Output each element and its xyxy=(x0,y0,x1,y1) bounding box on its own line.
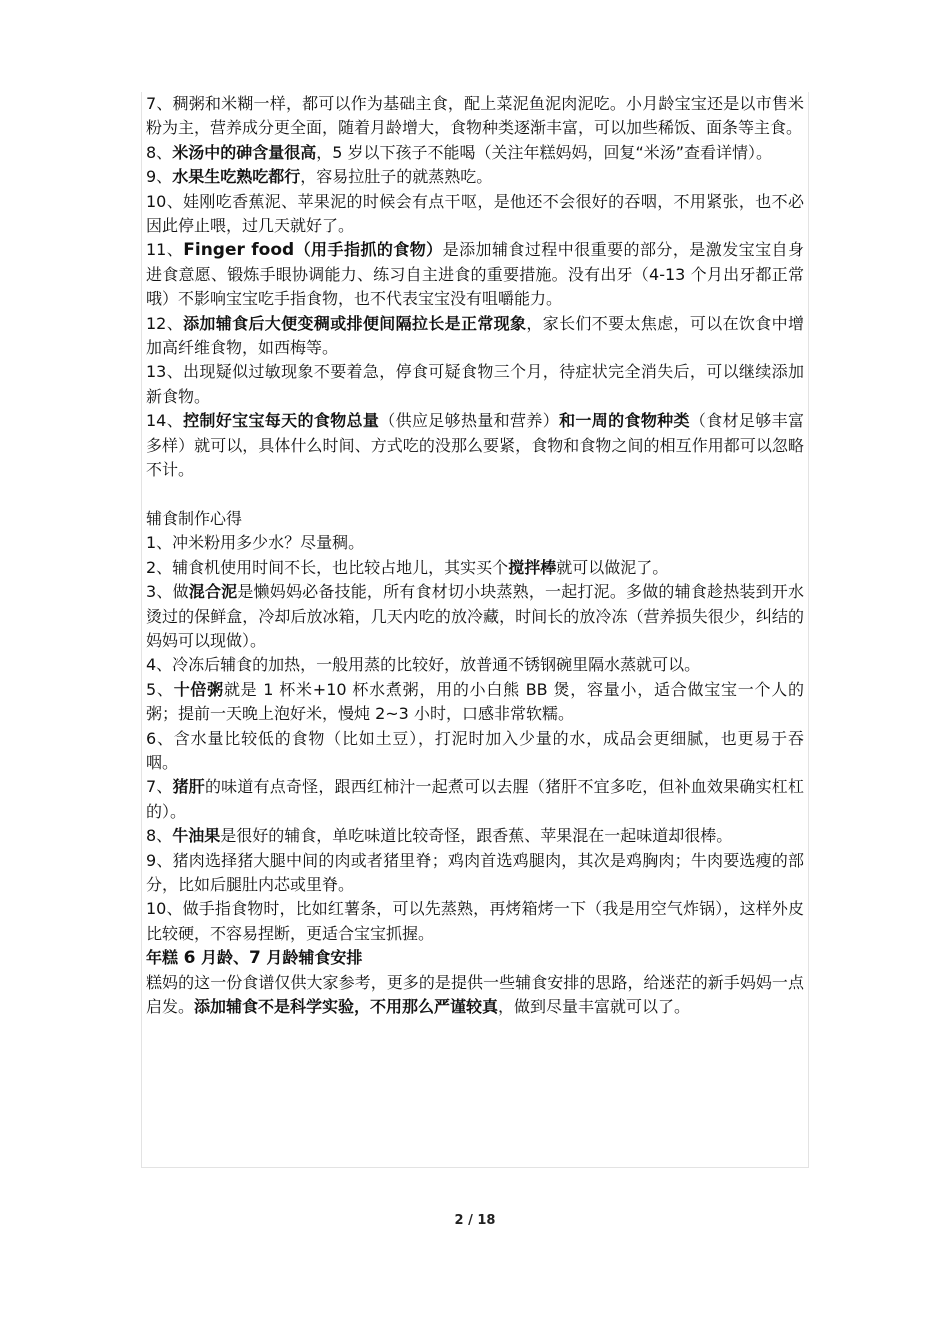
bold-text: 添加辅食后大便变稠或排便间隔拉长是正常现象 xyxy=(183,313,527,333)
bold-text: 水果生吃熟吃都行 xyxy=(172,167,301,187)
tip-item xyxy=(146,727,804,776)
text-run: （食材足够丰富多样）就可以，具体什么时间、方式吃的没那么要紧，食物和食物之间的相互作用都可以忽略不计。 xyxy=(146,411,804,480)
tip-item xyxy=(146,580,804,653)
tip-item xyxy=(146,775,804,824)
text-run: 10、做手指食物时，比如红薯条，可以先蒸熟，再烤箱烤一下（我是用空气炸锅），这样外皮比较硬，不容易捏断，更适合宝宝抓握。 xyxy=(146,899,804,943)
tip-item xyxy=(146,556,804,580)
tip-item xyxy=(146,409,804,482)
tip-item xyxy=(146,531,804,555)
section-body-schedule xyxy=(146,971,804,1020)
text-run: ，做到尽量丰富就可以了。 xyxy=(498,997,691,1017)
text-run: 1、冲米粉用多少水？尽量稠。 xyxy=(146,533,365,553)
text-run: 年糕 xyxy=(146,948,184,968)
tip-item xyxy=(146,165,804,189)
text-run: 6 xyxy=(183,948,196,969)
text-run: 12、 xyxy=(146,313,184,333)
page-number: 2 / 18 xyxy=(454,1213,496,1228)
bold-text: 添加辅食不是科学实验，不用那么严谨较真 xyxy=(194,997,499,1017)
text-run: 糕妈的这一份食谱仅供大家参考，更多的是提供一些辅食安排的思路，给迷茫的新手妈妈一点启发。 xyxy=(146,972,804,1017)
text-run: 7、 xyxy=(146,777,173,797)
text-run: 9、 xyxy=(146,167,173,187)
document-body xyxy=(141,92,809,1168)
tip-item xyxy=(146,897,804,946)
blank-line xyxy=(146,483,804,507)
text-run: 7、稠粥和米糊一样，都可以作为基础主食，配上菜泥鱼泥肉泥吃。小月龄宝宝还是以市售米粉为主，营养成分更全面，随着月龄增大，食物种类逐渐丰富，可以加些稀饭、面条等主食。 xyxy=(146,94,804,138)
text-run: 7 xyxy=(249,948,261,969)
text-run: 13、出现疑似过敏现象不要着急，停食可疑食物三个月，待症状完全消失后，可以继续添加新食物。 xyxy=(146,362,804,406)
tip-item xyxy=(146,238,804,311)
text-run: 14、 xyxy=(146,411,184,431)
tips-list-feeding xyxy=(146,92,804,483)
bold-text: 猪肝 xyxy=(172,777,205,797)
bold-text: 搅拌棒 xyxy=(508,557,557,577)
text-run: 11、 xyxy=(146,240,184,260)
text-run: 是很好的辅食，单吃味道比较奇怪，跟香蕉、苹果混在一起味道却很棒。 xyxy=(220,826,733,846)
bold-text: 混合泥 xyxy=(188,582,238,602)
bold-text: 和一周的食物种类 xyxy=(559,411,690,431)
text-run: 就是 1 杯米+10 杯水煮粥，用的小白熊 BB 煲，容量小，适合做宝宝一个人的粥；提前一天晚上泡好米，慢炖 2~3 小时，口感非常软糯。 xyxy=(146,679,804,724)
text-run: 月龄、 xyxy=(195,948,249,968)
section-title-schedule xyxy=(146,946,804,970)
text-run: 6、含水量比较低的食物（比如土豆），打泥时加入少量的水，成品会更细腻，也更易于吞咽。 xyxy=(146,728,804,772)
text-run: ，容易拉肚子的就蒸熟吃。 xyxy=(300,167,493,187)
text-run: ，家长们不要太焦虑，可以在饮食中增加高纤维食物，如西梅等。 xyxy=(146,313,804,358)
text-run: 8、 xyxy=(146,142,173,162)
tips-list-making xyxy=(146,531,804,946)
text-run: 8、 xyxy=(146,826,173,846)
text-run: 就可以做泥了。 xyxy=(556,557,669,577)
tip-item xyxy=(146,360,804,409)
tip-item xyxy=(146,824,804,848)
tip-item xyxy=(146,141,804,165)
text-run: 4、冷冻后辅食的加热，一般用蒸的比较好，放普通不锈钢碗里隔水蒸就可以。 xyxy=(146,655,701,675)
text-run: 的味道有点奇怪，跟西红柿汁一起煮可以去腥（猪肝不宜多吃，但补血效果确实杠杠的）。 xyxy=(146,777,804,821)
bold-text: 控制好宝宝每天的食物总量 xyxy=(183,411,380,431)
text-run: 3、做 xyxy=(146,582,189,602)
bold-text: （用手指抓的食物） xyxy=(294,240,443,260)
text-run: （供应足够热量和营养） xyxy=(379,411,560,431)
bold-text: 十倍粥 xyxy=(173,679,224,699)
tip-item xyxy=(146,190,804,239)
text-run: 是懒妈妈必备技能，所有食材切小块蒸熟，一起打泥。多做的辅食趁热装到开水烫过的保鲜盒，冷却后放冰箱，几天内吃的放冷藏，时间长的放冷冻（营养损失很少，纠结的妈妈可以现做）。 xyxy=(146,582,804,650)
text-run: 5、 xyxy=(146,679,174,699)
bold-text: 牛油果 xyxy=(172,826,221,846)
bold-text: Finger food xyxy=(183,240,295,261)
tip-item xyxy=(146,92,804,141)
tip-item xyxy=(146,678,804,727)
text-run: 月龄辅食安排 xyxy=(260,948,363,968)
bold-text: 米汤中的砷含量很高 xyxy=(172,142,317,162)
tip-item xyxy=(146,653,804,677)
text-run: 是添加辅食过程中很重要的部分，是激发宝宝自身进食意愿、锻炼手眼协调能力、练习自主进食的重要措施。没有出牙（4-13 个月出牙都正常哦）不影响宝宝吃手指食物，也不代表宝宝没有咀嚼能力。 xyxy=(146,240,804,309)
text-run: 10、娃刚吃香蕉泥、苹果泥的时候会有点干呕，是他还不会很好的吞咽，不用紧张，也不必因此停止喂，过几天就好了。 xyxy=(146,191,804,236)
text-run: 9、猪肉选择猪大腿中间的肉或者猪里脊；鸡肉首选鸡腿肉，其次是鸡胸肉；牛肉要选瘦的部分，比如后腿肚内芯或里脊。 xyxy=(146,850,804,894)
tip-item xyxy=(146,312,804,361)
text-run: ，5 岁以下孩子不能喝（关注年糕妈妈，回复“米汤”查看详情）。 xyxy=(316,142,773,162)
text-run: 2、辅食机使用时间不长，也比较占地儿，其实买个 xyxy=(146,557,509,577)
tip-item xyxy=(146,849,804,898)
section-title-making: 辅食制作心得 xyxy=(146,508,243,528)
